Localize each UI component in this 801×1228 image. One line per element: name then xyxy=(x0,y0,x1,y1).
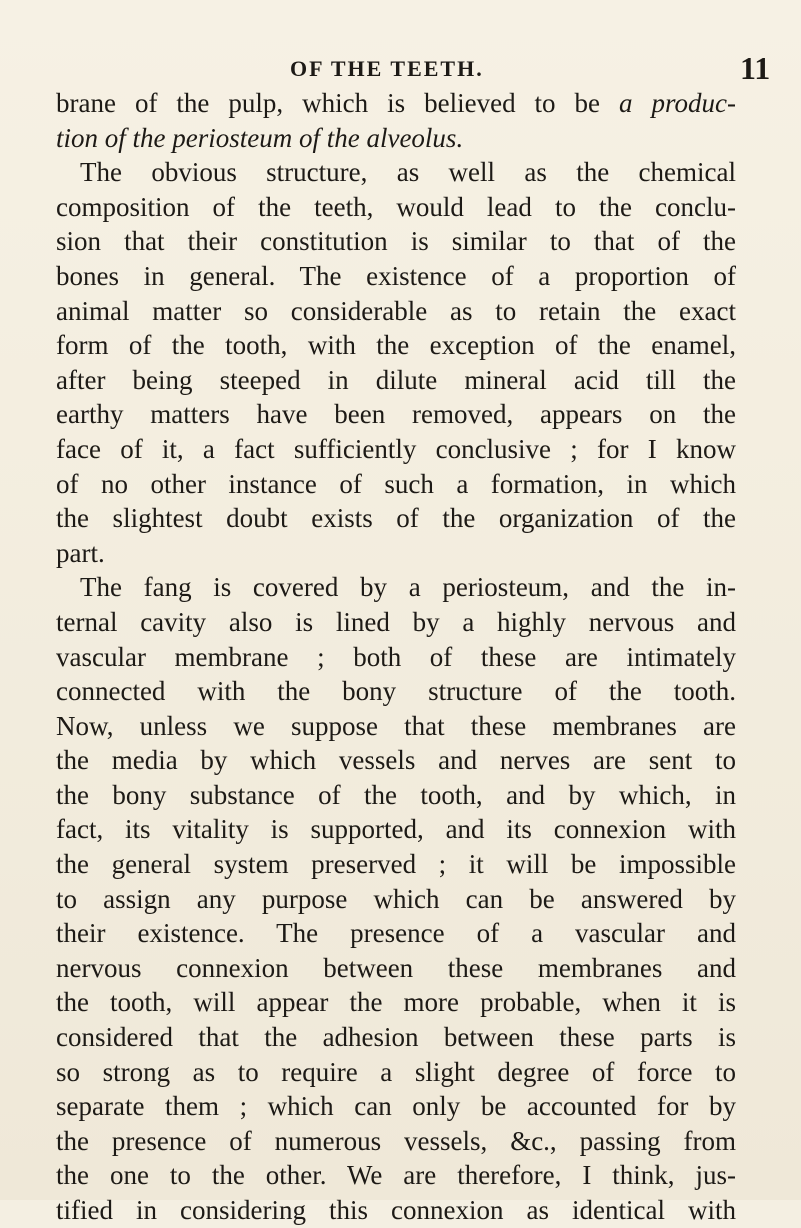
line-text: the slightest doubt exists of the organization of the xyxy=(56,503,736,534)
text-line xyxy=(56,121,736,156)
italic-text: a produc- xyxy=(619,88,737,118)
line-text: their existence. The presence of a vascular and xyxy=(56,918,736,949)
text-line xyxy=(56,155,736,190)
text-line xyxy=(56,640,736,675)
line-text: part. xyxy=(56,537,105,568)
text-line xyxy=(56,86,736,121)
text-line xyxy=(56,709,736,744)
page-number: 11 xyxy=(740,50,771,86)
text-line xyxy=(56,259,736,294)
text-line xyxy=(56,882,736,917)
body-text xyxy=(56,86,736,1228)
line-text: the tooth, will appear the more probable, when it is xyxy=(56,987,736,1018)
line-text: ternal cavity also is lined by a highly nervous and xyxy=(56,606,736,637)
line-text: fact, its vitality is supported, and its connexion with xyxy=(56,814,736,845)
text-line xyxy=(56,467,736,502)
text-line xyxy=(56,778,736,813)
text-line xyxy=(56,501,736,536)
text-line xyxy=(56,570,736,605)
line-text: the bony substance of the tooth, and by which, in xyxy=(56,779,736,810)
italic-text: tion of the periosteum of the alveolus. xyxy=(56,122,464,153)
text-line xyxy=(56,1020,736,1055)
text-line xyxy=(56,743,736,778)
text-line xyxy=(56,294,736,329)
line-text: after being steeped in dilute mineral acid till the xyxy=(56,364,736,395)
line-text: form of the tooth, with the exception of the enamel, xyxy=(56,330,736,361)
text-line xyxy=(56,1055,736,1090)
text-line xyxy=(56,847,736,882)
text-line xyxy=(56,363,736,398)
line-text: nervous connexion between these membranes and xyxy=(56,952,736,983)
text-line xyxy=(56,328,736,363)
line-text: The obvious structure, as well as the chemical xyxy=(80,157,736,188)
text-line xyxy=(56,1158,736,1193)
line-text: The fang is covered by a periosteum, and the in- xyxy=(80,572,736,603)
line-text: vascular membrane ; both of these are intimately xyxy=(56,641,736,672)
line-text: considered that the adhesion between these parts is xyxy=(56,1022,736,1053)
text-line xyxy=(56,951,736,986)
text-line xyxy=(56,1089,736,1124)
line-text: to assign any purpose which can be answered by xyxy=(56,883,736,914)
line-text: sion that their constitution is similar to that of the xyxy=(56,226,736,257)
line-text: face of it, a fact sufficiently conclusive ; for I know xyxy=(56,433,736,464)
text-line xyxy=(56,1124,736,1159)
line-text: the presence of numerous vessels, &c., passing from xyxy=(56,1125,736,1156)
text-line xyxy=(56,916,736,951)
line-text: tified in considering this connexion as identical with xyxy=(56,1195,736,1225)
line-text: bones in general. The existence of a proportion of xyxy=(56,260,736,291)
line-text: so strong as to require a slight degree of force to xyxy=(56,1056,736,1087)
line-text: the media by which vessels and nerves are sent to xyxy=(56,745,736,776)
text-line xyxy=(56,190,736,225)
line-text: composition of the teeth, would lead to the conclu- xyxy=(56,191,736,222)
text-line xyxy=(56,812,736,847)
text-line xyxy=(56,397,736,432)
line-text: separate them ; which can only be accounted for by xyxy=(56,1091,736,1122)
running-head: OF THE TEETH. xyxy=(290,56,484,81)
line-text: the one to the other. We are therefore, I think, jus- xyxy=(56,1160,736,1191)
line-text: the general system preserved ; it will be impossible xyxy=(56,849,736,880)
text-line xyxy=(56,605,736,640)
line-text: connected with the bony structure of the tooth. xyxy=(56,676,736,707)
line-text: earthy matters have been removed, appears on the xyxy=(56,399,736,430)
text-line xyxy=(56,432,736,467)
line-text: of no other instance of such a formation, in which xyxy=(56,468,736,499)
line-text: Now, unless we suppose that these membranes are xyxy=(56,710,736,741)
text-line xyxy=(56,224,736,259)
text-line xyxy=(56,1193,736,1228)
text-line xyxy=(56,985,736,1020)
page-header xyxy=(0,50,801,90)
line-text: brane of the pulp, which is believed to be xyxy=(56,88,620,118)
text-line xyxy=(56,536,736,571)
line-text: animal matter so considerable as to retain the exact xyxy=(56,295,736,326)
text-line xyxy=(56,674,736,709)
